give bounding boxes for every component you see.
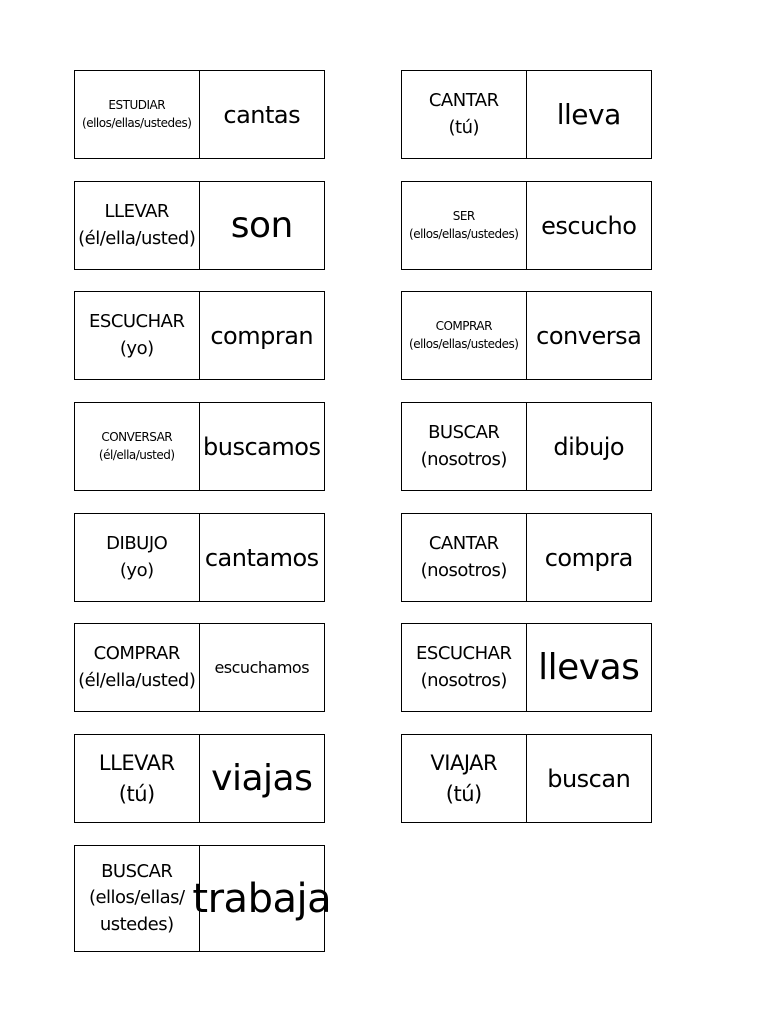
card-answer [200, 182, 325, 269]
card-prompt [75, 292, 200, 379]
answer-label: lleva [556, 98, 621, 131]
domino-card-7 [74, 402, 325, 491]
card-prompt [75, 71, 200, 158]
domino-card-15 [74, 845, 332, 952]
domino-card-5 [74, 291, 325, 380]
verb-label: ESCUCHAR [89, 311, 185, 333]
answer-label: escuchamos [214, 658, 310, 677]
answer-label: compra [544, 543, 633, 572]
domino-card-2 [401, 70, 652, 159]
subject-label: (él/ella/usted) [98, 447, 175, 462]
domino-card-1 [74, 70, 325, 159]
domino-card-13 [74, 734, 325, 823]
verb-label: BUSCAR [101, 861, 173, 883]
verb-label: COMPRAR [435, 319, 492, 334]
answer-label: buscan [547, 764, 631, 793]
card-answer [527, 182, 652, 269]
card-prompt [75, 182, 200, 269]
subject-label: (ellos/ellas/ [88, 887, 185, 909]
verb-label: CANTAR [428, 90, 499, 112]
answer-label: llevas [538, 647, 640, 688]
subject-label: (ellos/ellas/ustedes) [409, 336, 519, 351]
card-answer [527, 403, 652, 490]
subject-label: (nosotros) [420, 559, 507, 581]
answer-label: compran [210, 321, 314, 350]
verb-label: LLEVAR [98, 751, 175, 776]
card-answer [200, 624, 325, 711]
domino-card-14 [401, 734, 652, 823]
subject-label: (él/ella/usted) [78, 669, 196, 691]
card-prompt [402, 292, 527, 379]
card-prompt [402, 403, 527, 490]
domino-card-12 [401, 623, 652, 712]
domino-card-11 [74, 623, 325, 712]
verb-label: ESCUCHAR [416, 643, 512, 665]
answer-label: escucho [541, 211, 637, 240]
verb-label: CANTAR [428, 533, 499, 555]
card-prompt [402, 624, 527, 711]
verb-label: SER [452, 209, 475, 224]
card-prompt [75, 735, 200, 822]
subject-label: (él/ella/usted) [78, 227, 196, 249]
card-answer [200, 403, 325, 490]
answer-label: cantamos [204, 543, 319, 572]
verb-label: ESTUDIAR [108, 98, 166, 113]
card-answer [527, 514, 652, 601]
card-answer [200, 71, 325, 158]
subject-label: (nosotros) [420, 448, 507, 470]
verb-label: VIAJAR [430, 751, 498, 776]
card-answer [192, 846, 332, 951]
verb-label: COMPRAR [93, 643, 180, 665]
domino-card-6 [401, 291, 652, 380]
card-prompt [402, 514, 527, 601]
verb-label: BUSCAR [428, 422, 500, 444]
card-prompt [402, 71, 527, 158]
subject-label: (tú) [118, 781, 155, 806]
card-answer [200, 735, 325, 822]
subject-label: (ellos/ellas/ustedes) [82, 115, 192, 130]
subject-label: (tú) [445, 781, 482, 806]
verb-label: DIBUJO [106, 533, 168, 555]
answer-label: conversa [536, 321, 642, 350]
domino-card-4 [401, 181, 652, 270]
answer-label: buscamos [203, 432, 321, 461]
card-prompt [402, 735, 527, 822]
subject-label: (nosotros) [420, 669, 507, 691]
card-answer [527, 624, 652, 711]
card-prompt [75, 514, 200, 601]
subject-label-line2: ustedes) [99, 913, 174, 935]
card-prompt [75, 624, 200, 711]
answer-label: trabaja [192, 875, 332, 922]
subject-label: (yo) [119, 559, 154, 581]
answer-label: son [230, 205, 293, 246]
domino-card-9 [74, 513, 325, 602]
domino-card-8 [401, 402, 652, 491]
subject-label: (tú) [448, 116, 479, 138]
card-answer [527, 292, 652, 379]
domino-card-10 [401, 513, 652, 602]
card-answer [527, 735, 652, 822]
card-answer [527, 71, 652, 158]
answer-label: cantas [223, 100, 301, 129]
card-prompt [75, 403, 200, 490]
card-prompt [402, 182, 527, 269]
card-answer [200, 292, 325, 379]
subject-label: (ellos/ellas/ustedes) [409, 226, 519, 241]
subject-label: (yo) [119, 337, 154, 359]
card-answer [200, 514, 325, 601]
verb-label: LLEVAR [104, 201, 169, 223]
verb-label: CONVERSAR [101, 430, 173, 445]
domino-card-3 [74, 181, 325, 270]
answer-label: viajas [211, 758, 313, 799]
card-prompt [75, 846, 200, 951]
answer-label: dibujo [553, 432, 625, 461]
